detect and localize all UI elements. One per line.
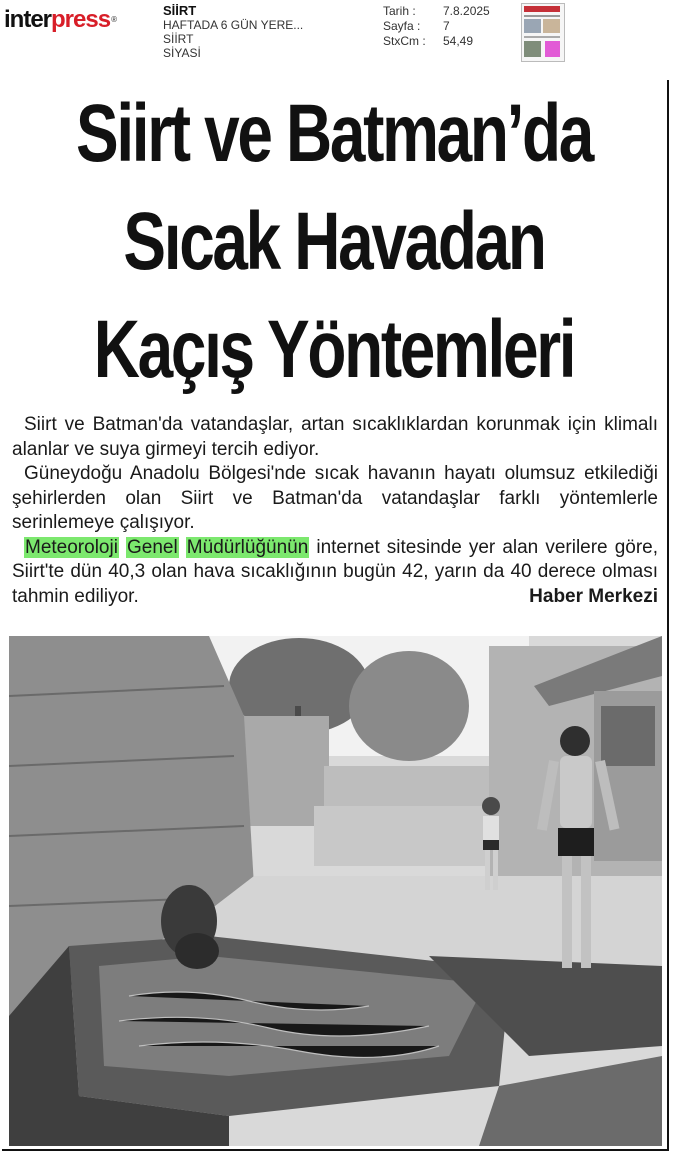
meta-date-value: 7.8.2025 [443,4,490,18]
meta-date-row [383,4,490,19]
meta-page-label: Sayfa : [383,19,421,33]
article-photo [9,636,662,1146]
meta-date-label: Tarih : [383,4,416,18]
photo-illustration [9,636,662,1146]
paragraph: Güneydoğu Anadolu Bölgesi'nde sıcak havanın hayatı olumsuz etkilediği şehirlerden olan Siirt ve Batman'da vatandaşlar farklı yöntemlerle serinlemeye çalışıyor. [12,463,658,533]
byline: Haber Merkezi [529,585,658,607]
meta-stxcm-row [383,34,490,49]
paragraph-text: internet sitesinde yer alan verilere göre, Siirt'te dün 40,3 olan hava sıcaklığının bugün 42, yarın da 40 derece olması tahmin ediliyor. [12,536,659,607]
headline [73,80,594,404]
logo-text-inter: inter [4,6,52,33]
clipping-meta [383,4,490,49]
article-body [12,413,658,609]
headline-line: Kaçış Yöntemleri [93,304,575,395]
meta-page-value: 7 [443,19,450,33]
thumbnail-line [524,36,560,38]
thumbnail-photo [524,41,541,57]
meta-page-row [383,19,490,34]
thumbnail-masthead [524,6,560,12]
paragraph [12,536,658,610]
publication-category: SİYASİ [163,46,201,60]
meta-stxcm-value: 54,49 [443,34,474,48]
thumbnail-ad [545,41,560,57]
logo-text-press: press [51,6,111,33]
publication-title: SİİRT [163,3,197,18]
publication-info [163,4,303,60]
highlighted-term: Meteoroloji [25,536,118,558]
thumbnail-photo [543,19,560,33]
meta-stxcm-label: StxCm : [383,34,426,48]
paragraph: Siirt ve Batman'da vatandaşlar, artan sıcaklıklardan korunmak için klimalı alanlar ve suya girmeyi tercih ediyor. [12,414,658,460]
publication-city: SİİRT [163,32,194,46]
page-thumbnail[interactable] [521,3,565,62]
headline-line: Sıcak Havadan [123,196,545,287]
thumbnail-line [524,15,560,17]
highlighted-term: Genel [127,536,178,558]
interpress-logo [4,8,116,32]
headline-line: Siirt ve Batman’da [76,88,592,179]
highlighted-term: Müdürlüğünün [186,536,309,558]
publication-name: HAFTADA 6 GÜN YERE... [163,18,304,32]
logo-registered-mark: ® [111,15,116,24]
thumbnail-photo [524,19,541,33]
